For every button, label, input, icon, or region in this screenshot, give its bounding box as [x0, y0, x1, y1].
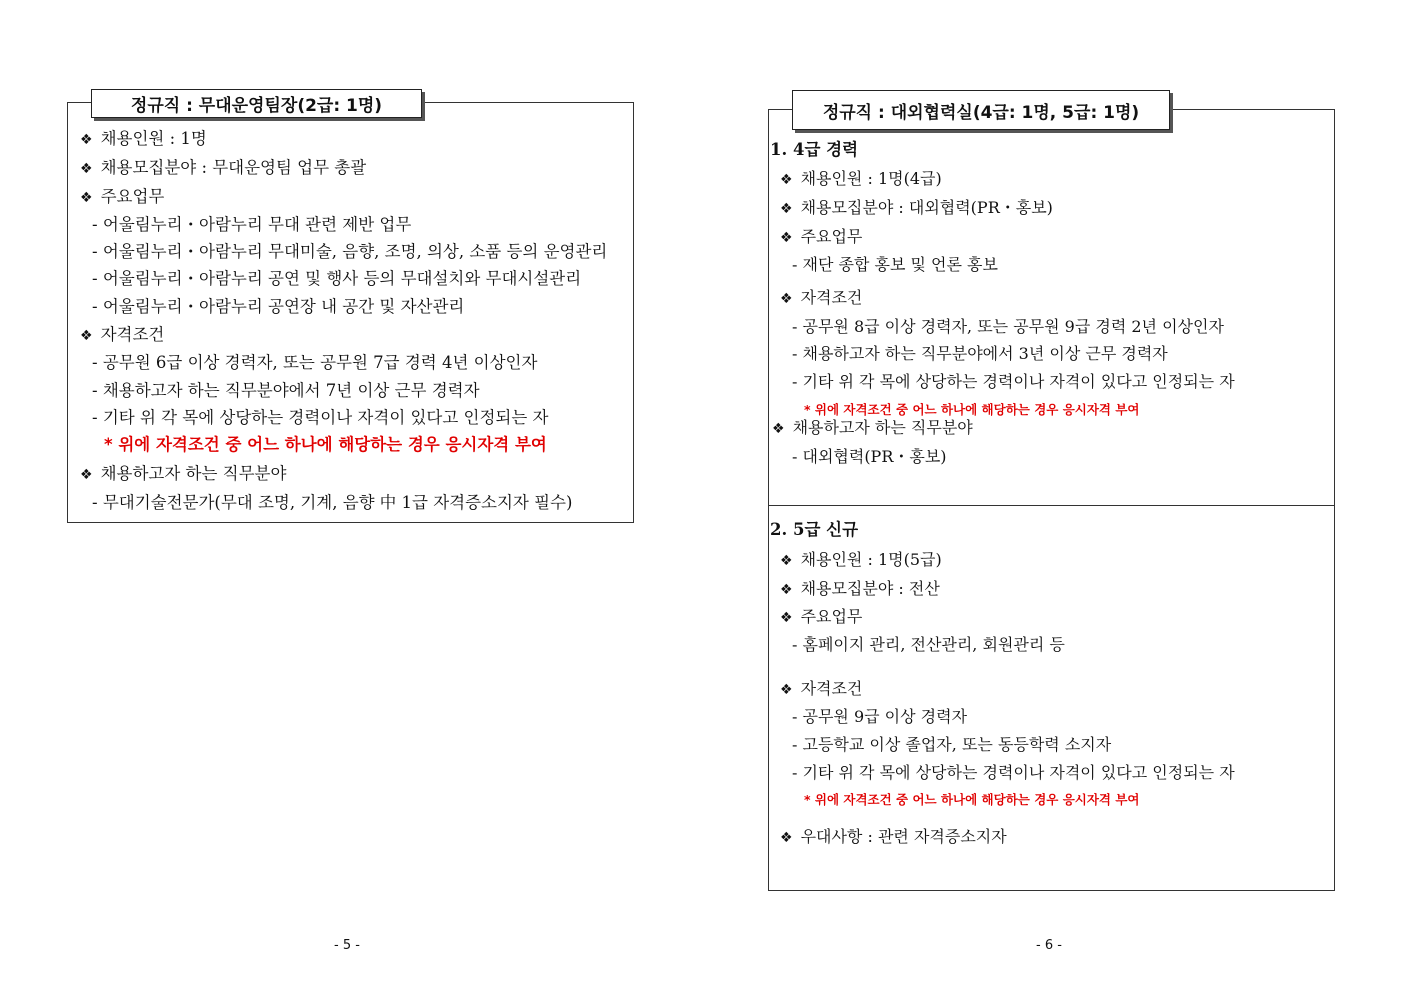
bullet-text: 채용인원 : 1명 [100, 129, 207, 148]
diamond-bullet-icon: ❖ [780, 582, 793, 598]
section-heading: 1. 4급 경력 [770, 140, 859, 159]
right-job-title: 정규직 : 대외협력실(4급: 1명, 5급: 1명) [792, 90, 1170, 130]
bullet-item [780, 679, 862, 700]
section-divider [768, 505, 1335, 506]
diamond-bullet-icon: ❖ [80, 161, 93, 177]
bullet-text: 채용인원 : 1명(5급) [800, 550, 942, 569]
bullet-text: 채용모집분야 : 무대운영팀 업무 총괄 [100, 158, 367, 177]
sub-item: - 재단 종합 홍보 및 언론 홍보 [792, 255, 998, 274]
bullet-item [780, 827, 1007, 848]
diamond-bullet-icon: ❖ [780, 291, 793, 307]
sub-item: - 채용하고자 하는 직무분야에서 3년 이상 근무 경력자 [792, 344, 1168, 363]
bullet-item [780, 550, 942, 571]
bullet-item [80, 464, 286, 485]
diamond-bullet-icon: ❖ [780, 610, 793, 626]
sub-item: - 어울림누리・아람누리 무대 관련 제반 업무 [92, 215, 412, 234]
bullet-item [80, 325, 164, 346]
diamond-bullet-icon: ❖ [772, 421, 785, 437]
diamond-bullet-icon: ❖ [780, 201, 793, 217]
eligibility-note: * 위에 자격조건 중 어느 하나에 해당하는 경우 응시자격 부여 [804, 792, 1140, 807]
bullet-item [780, 227, 862, 248]
diamond-bullet-icon: ❖ [780, 682, 793, 698]
sub-item: - 어울림누리・아람누리 무대미술, 음향, 조명, 의상, 소품 등의 운영관리 [92, 242, 608, 261]
diamond-bullet-icon: ❖ [80, 132, 93, 148]
sub-item: - 공무원 9급 이상 경력자 [792, 707, 968, 726]
sub-item: - 고등학교 이상 졸업자, 또는 동등학력 소지자 [792, 735, 1112, 754]
eligibility-note: * 위에 자격조건 중 어느 하나에 해당하는 경우 응시자격 부여 [104, 435, 547, 454]
diamond-bullet-icon: ❖ [780, 830, 793, 846]
bullet-item [780, 288, 862, 309]
sub-item: - 공무원 8급 이상 경력자, 또는 공무원 9급 경력 2년 이상인자 [792, 317, 1224, 336]
bullet-text: 자격조건 [800, 679, 863, 698]
bullet-item [80, 158, 366, 179]
left-job-title: 정규직 : 무대운영팀장(2급: 1명) [91, 89, 422, 118]
diamond-bullet-icon: ❖ [80, 328, 93, 344]
page-number-left: - 5 - [334, 938, 360, 953]
diamond-bullet-icon: ❖ [80, 190, 93, 206]
diamond-bullet-icon: ❖ [80, 467, 93, 483]
sub-item: - 기타 위 각 목에 상당하는 경력이나 자격이 있다고 인정되는 자 [792, 763, 1235, 782]
diamond-bullet-icon: ❖ [780, 230, 793, 246]
sub-item: - 어울림누리・아람누리 공연장 내 공간 및 자산관리 [92, 297, 465, 316]
page-number-right: - 6 - [1036, 938, 1062, 953]
bullet-text: 주요업무 [800, 607, 863, 626]
bullet-text: 채용인원 : 1명(4급) [800, 169, 942, 188]
section-heading: 2. 5급 신규 [770, 520, 859, 539]
bullet-item [772, 418, 973, 439]
bullet-item [780, 198, 1053, 219]
sub-item: - 대외협력(PR・홍보) [792, 447, 947, 466]
bullet-item [780, 169, 942, 190]
eligibility-note: * 위에 자격조건 중 어느 하나에 해당하는 경우 응시자격 부여 [804, 402, 1140, 417]
diamond-bullet-icon: ❖ [780, 172, 793, 188]
sub-item: - 기타 위 각 목에 상당하는 경력이나 자격이 있다고 인정되는 자 [792, 372, 1235, 391]
bullet-text: 채용하고자 하는 직무분야 [792, 418, 973, 437]
bullet-text: 우대사항 : 관련 자격증소지자 [800, 827, 1007, 846]
bullet-text: 자격조건 [800, 288, 863, 307]
bullet-item [780, 607, 862, 628]
bullet-item [80, 187, 164, 208]
bullet-text: 채용모집분야 : 대외협력(PR・홍보) [800, 198, 1053, 217]
bullet-text: 채용하고자 하는 직무분야 [100, 464, 287, 483]
bullet-text: 주요업무 [800, 227, 863, 246]
sub-item: - 홈페이지 관리, 전산관리, 회원관리 등 [792, 635, 1065, 654]
bullet-text: 자격조건 [100, 325, 165, 344]
sub-item: - 기타 위 각 목에 상당하는 경력이나 자격이 있다고 인정되는 자 [92, 408, 549, 427]
sub-item: - 채용하고자 하는 직무분야에서 7년 이상 근무 경력자 [92, 381, 480, 400]
sub-item: - 어울림누리・아람누리 공연 및 행사 등의 무대설치와 무대시설관리 [92, 269, 582, 288]
bullet-item [80, 129, 207, 150]
bullet-item [780, 579, 940, 600]
sub-item: - 공무원 6급 이상 경력자, 또는 공무원 7급 경력 4년 이상인자 [92, 353, 538, 372]
diamond-bullet-icon: ❖ [780, 553, 793, 569]
sub-item: - 무대기술전문가(무대 조명, 기계, 음향 中 1급 자격증소지자 필수) [92, 493, 573, 512]
bullet-text: 채용모집분야 : 전산 [800, 579, 940, 598]
bullet-text: 주요업무 [100, 187, 165, 206]
